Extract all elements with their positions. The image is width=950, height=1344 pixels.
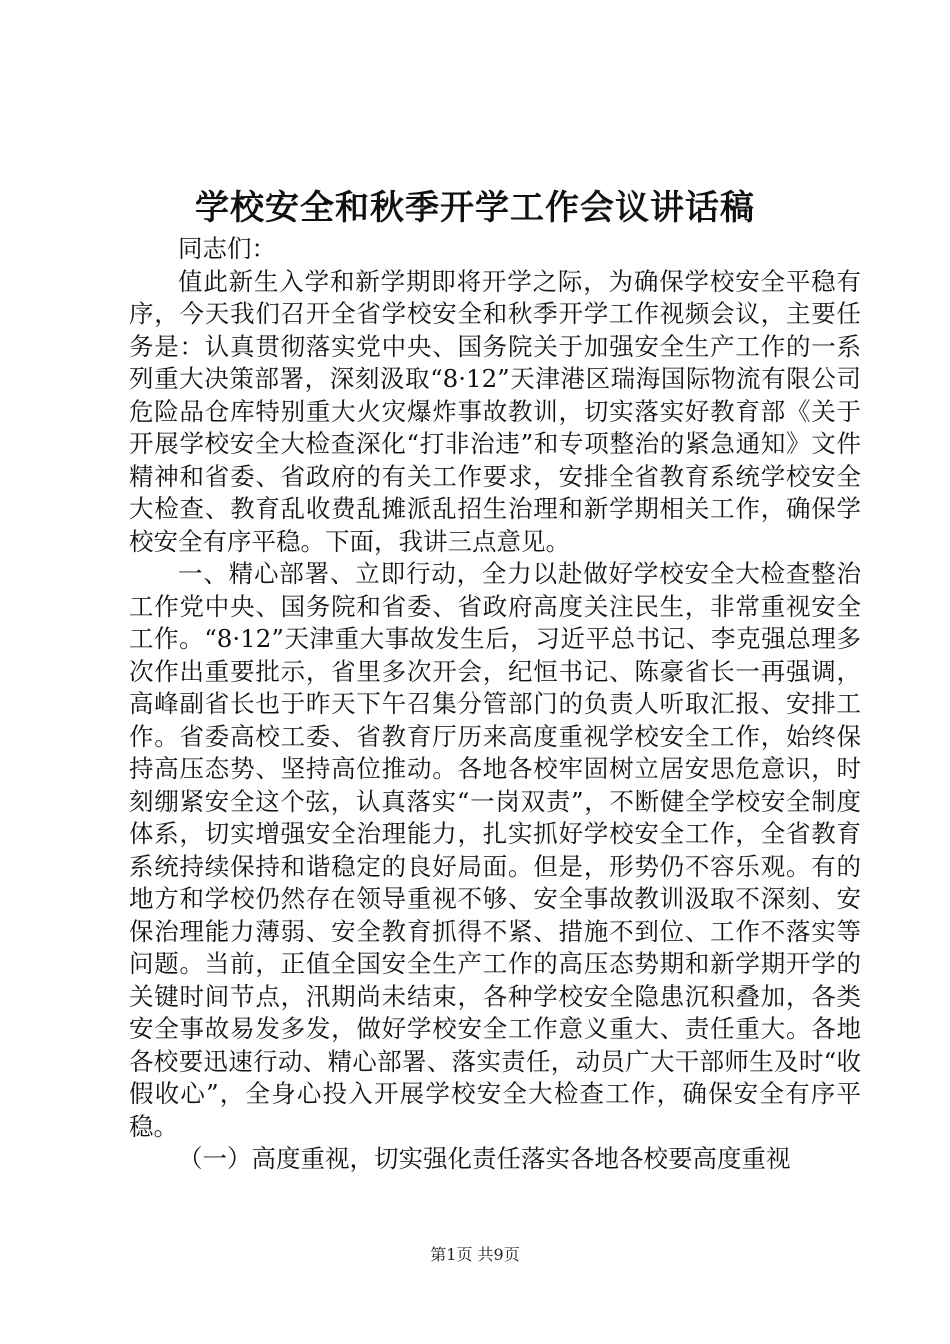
salutation-paragraph: 同志们： xyxy=(178,234,276,263)
intro-paragraph: 值此新生入学和新学期即将开学之际，为确保学校安全平稳有序，今天我们召开全省学校安全和秋季开学工作视频会议，主要任务是：认真贯彻落实党中央、国务院关于加强安全生产工作的一系列重大决策部署，深刻汲取“8·12”天津港区瑞海国际物流有限公司危险品仓库特别重大火灾爆炸事故教训，切实落实好教育部《关于开展学校安全大检查深化“打非治违”和专项整治的紧急通知》文件精神和省委、省政府的有关工作要求，安排全省教育系统学校安全大检查、教育乱收费乱摊派乱招生治理和新学期相关工作，确保学校安全有序平稳。下面，我讲三点意见。 xyxy=(129,266,861,556)
section-one-paragraph: 一、精心部署、立即行动，全力以赴做好学校安全大检查整治工作党中央、国务院和省委、省政府高度关注民生，非常重视安全工作。“8·12”天津重大事故发生后，习近平总书记、李克强总理多次作出重要批示，省里多次开会，纪恒书记、陈豪省长一再强调，高峰副省长也于昨天下午召集分管部门的负责人听取汇报、安排工作。省委高校工委、省教育厅历来高度重视学校安全工作，始终保持高压态势、坚持高位推动。各地各校牢固树立居安思危意识，时刻绷紧安全这个弦，认真落实“一岗双责”，不断健全学校安全制度体系，切实增强安全治理能力，扎实抓好学校安全工作，全省教育系统持续保持和谐稳定的良好局面。但是，形势仍不容乐观。有的地方和学校仍然存在领导重视不够、安全事故教训汲取不深刻、安保治理能力薄弱、安全教育抓得不紧、措施不到位、工作不落实等问题。当前，正值全国安全生产工作的高压态势期和新学期开学的关键时间节点，汛期尚未结束，各种学校安全隐患沉积叠加，各类安全事故易发多发，做好学校安全工作意义重大、责任重大。各地各校要迅速行动、精心部署、落实责任，动员广大干部师生及时“收假收心”，全身心投入开展学校安全大检查工作，确保安全有序平稳。 xyxy=(129,559,861,1141)
document-title: 学校安全和秋季开学工作会议讲话稿 xyxy=(195,188,755,228)
subsection-one-paragraph: （一）高度重视，切实强化责任落实各地各校要高度重视 xyxy=(178,1144,791,1173)
document-body xyxy=(129,233,861,1176)
page-number-footer: 第1页 共9页 xyxy=(430,1245,520,1264)
